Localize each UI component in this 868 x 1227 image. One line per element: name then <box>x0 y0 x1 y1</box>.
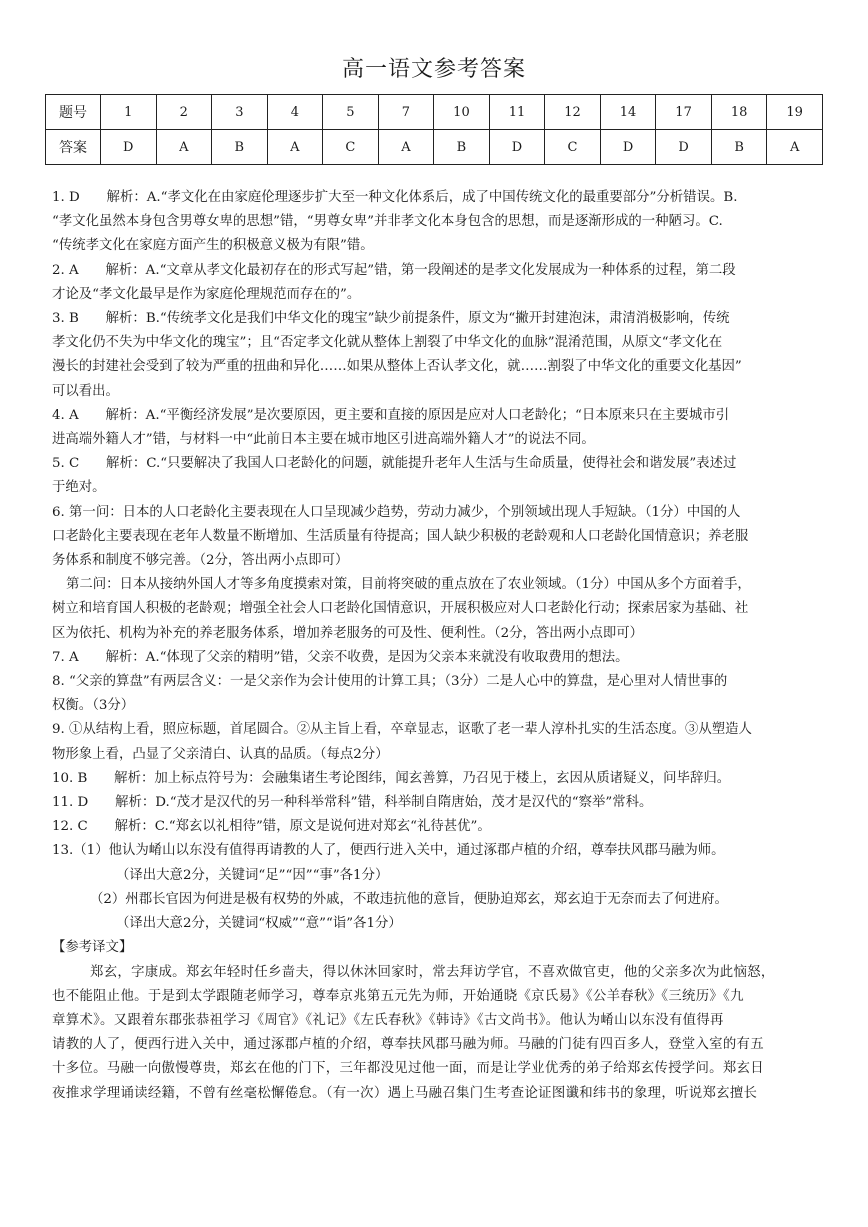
answer-cell: C <box>545 130 601 165</box>
question-number: 17 <box>656 95 712 130</box>
answer-cell: D <box>656 130 712 165</box>
text-line: 3. B 解析：B.“传统孝文化是我们中华文化的瑰宝”缺少前提条件，原文为“撇开封建泡沫，肃清消极影响，传统 <box>52 311 730 327</box>
question-number-row <box>46 95 823 130</box>
answer-cell: A <box>156 130 212 165</box>
translation-line: 郑玄，字康成。郑玄年轻时任乡啬夫，得以休沐回家时，常去拜访学官，不喜欢做官吏，他的父亲多次为此恼怒， <box>90 964 775 980</box>
answer-cell: D <box>489 130 545 165</box>
text-line: 口老龄化主要表现在老年人数量不断增加、生活质量有待提高；国人缺少积极的老龄观和人口老龄化国情意识；养老服 <box>52 528 749 544</box>
text-line: 漫长的封建社会受到了较为严重的扭曲和异化……如果从整体上否认孝文化，就……割裂了中华文化的重要文化基因” <box>52 359 742 375</box>
text-line: 5. C 解析：C.“只要解决了我国人口老龄化的问题，就能提升老年人生活与生命质量，使得社会和谐发展”表述过 <box>52 456 737 472</box>
text-line: 8. “父亲的算盘”有两层含义：一是父亲作为会计使用的计算工具；（3分）二是人心中的算盘，是心里对人情世事的 <box>52 674 728 690</box>
question-number: 7 <box>378 95 434 130</box>
text-line: 6. 第一问：日本的人口老龄化主要表现在人口呈现减少趋势，劳动力减少，个别领域出现人手短缺。（1分）中国的人 <box>52 504 741 520</box>
text-line: 2. A 解析：A.“文章从孝文化最初存在的形式写起”错，第一段阐述的是孝文化发展成为一种体系的过程，第二段 <box>52 262 736 278</box>
text-line: 13.（1）他认为崤山以东没有值得再请教的人了，便西行进入关中，通过涿郡卢植的介绍，尊奉扶风郡马融为师。 <box>52 843 725 859</box>
translation-line: 章算术》。又跟着东郡张恭祖学习《周官》《礼记》《左氏春秋》《韩诗》《古文尚书》。他认为崤山以东没有值得再 <box>52 1012 724 1028</box>
question-number: 4 <box>267 95 323 130</box>
explanations-body <box>52 186 818 1106</box>
text-line: 权衡。（3分） <box>52 698 135 714</box>
section-heading: 【参考译文】 <box>52 940 133 956</box>
question-number: 3 <box>212 95 268 130</box>
text-line: 区为依托、机构为补充的养老服务体系，增加养老服务的可及性、便利性。（2分，答出两小点即可） <box>52 625 644 641</box>
text-line: （2）州郡长官因为何进是极有权势的外戚，不敢违抗他的意旨，便胁迫郑玄，郑玄迫于无奈而去了何进府。 <box>90 891 728 907</box>
answer-cell: C <box>323 130 379 165</box>
answer-cell: B <box>711 130 767 165</box>
translation-line: 十多位。马融一向傲慢尊贵，郑玄在他的门下，三年都没见过他一面，而是让学业优秀的弟子给郑玄传授学问。郑玄日 <box>52 1061 764 1077</box>
answer-cell: B <box>212 130 268 165</box>
text-line: 树立和培育国人积极的老龄观；增强全社会人口老龄化国情意识，开展积极应对人口老龄化行动；探索居家为基础、社 <box>52 601 749 617</box>
text-line: （译出大意2分，关键词“足”“因”“事”各1分） <box>116 867 389 883</box>
answer-cell: A <box>267 130 323 165</box>
text-line: 务体系和制度不够完善。（2分，答出两小点即可） <box>52 553 349 569</box>
text-line: 孝文化仍不失为中华文化的瑰宝”；且“否定孝文化就从整体上割裂了中华文化的血脉”混淆范围，从原文“孝文化在 <box>52 335 723 351</box>
text-line: （译出大意2分，关键词“权威”“意”“诣”各1分） <box>116 916 402 932</box>
translation-line: 请教的人了，便西行进入关中，通过涿郡卢植的介绍，尊奉扶风郡马融为师。马融的门徒有四百多人，登堂入室的有五 <box>52 1037 764 1053</box>
text-line: 4. A 解析：A.“平衡经济发展”是次要原因，更主要和直接的原因是应对人口老龄化；“日本原来只在主要城市引 <box>52 407 730 423</box>
text-line: 于绝对。 <box>52 480 106 496</box>
answer-cell: B <box>434 130 490 165</box>
answer-key-table <box>45 94 823 165</box>
text-line: 可以看出。 <box>52 383 119 399</box>
translation-line: 也不能阻止他。于是到太学跟随老师学习，尊奉京兆第五元先为师，开始通晓《京氏易》《公羊春秋》《三统历》《九 <box>52 988 744 1004</box>
question-number: 11 <box>489 95 545 130</box>
question-number: 14 <box>600 95 656 130</box>
text-line: 进高端外籍人才”错，与材料一中“此前日本主要在城市地区引进高端外籍人才”的说法不同。 <box>52 432 595 448</box>
text-line: “孝文化虽然本身包含男尊女卑的思想”错，“男尊女卑”并非孝文化本身包含的思想，而是逐渐形成的一种陋习。C. <box>52 214 723 230</box>
text-line: 才论及“孝文化最早是作为家庭伦理规范而存在的”。 <box>52 286 361 302</box>
answer-cell: D <box>600 130 656 165</box>
question-number: 18 <box>711 95 767 130</box>
answer-row <box>46 130 823 165</box>
text-line: 10. B 解析：加上标点符号为：会融集诸生考论图纬，闻玄善算，乃召见于楼上，玄因从质诸疑义，问毕辞归。 <box>52 770 731 786</box>
question-number: 1 <box>101 95 157 130</box>
text-line: 7. A 解析：A.“体现了父亲的精明”错，父亲不收费，是因为父亲本来就没有收取费用的想法。 <box>52 649 629 665</box>
text-line: 物形象上看，凸显了父亲清白、认真的品质。（每点2分） <box>52 746 389 762</box>
row-header-question: 题号 <box>46 95 101 130</box>
question-number: 19 <box>767 95 823 130</box>
text-line: 第二问：日本从接纳外国人才等多角度摸索对策，目前将突破的重点放在了农业领域。（1分）中国从多个方面着手， <box>66 577 751 593</box>
question-number: 12 <box>545 95 601 130</box>
question-number: 10 <box>434 95 490 130</box>
row-header-answer: 答案 <box>46 130 101 165</box>
page-title: 高一语文参考答案 <box>341 57 526 82</box>
question-number: 2 <box>156 95 212 130</box>
text-line: “传统孝文化在家庭方面产生的积极意义极为有限”错。 <box>52 238 374 254</box>
text-line: 12. C 解析：C.“郑玄以礼相待”错，原文是说何进对郑玄“礼待甚优”。 <box>52 819 491 835</box>
translation-line: 夜推求学理诵读经籍，不曾有丝毫松懈倦怠。（有一次）遇上马融召集门生考查论证图谶和纬书的象理，听说郑玄擅长 <box>52 1085 758 1101</box>
text-line: 11. D 解析：D.“茂才是汉代的另一种科举常科”错，科举制自隋唐始，茂才是汉代的“察举”常科。 <box>52 795 653 811</box>
text-line: 9. ①从结构上看，照应标题，首尾圆合。②从主旨上看，卒章显志，讴歌了老一辈人淳朴扎实的生活态度。③从塑造人 <box>52 722 752 738</box>
question-number: 5 <box>323 95 379 130</box>
answer-cell: A <box>378 130 434 165</box>
answer-cell: D <box>101 130 157 165</box>
text-line: 1. D 解析：A.“孝文化在由家庭伦理逐步扩大至一种文化体系后，成了中国传统文化的最重要部分”分析错误。B. <box>52 190 738 205</box>
answer-cell: A <box>767 130 823 165</box>
